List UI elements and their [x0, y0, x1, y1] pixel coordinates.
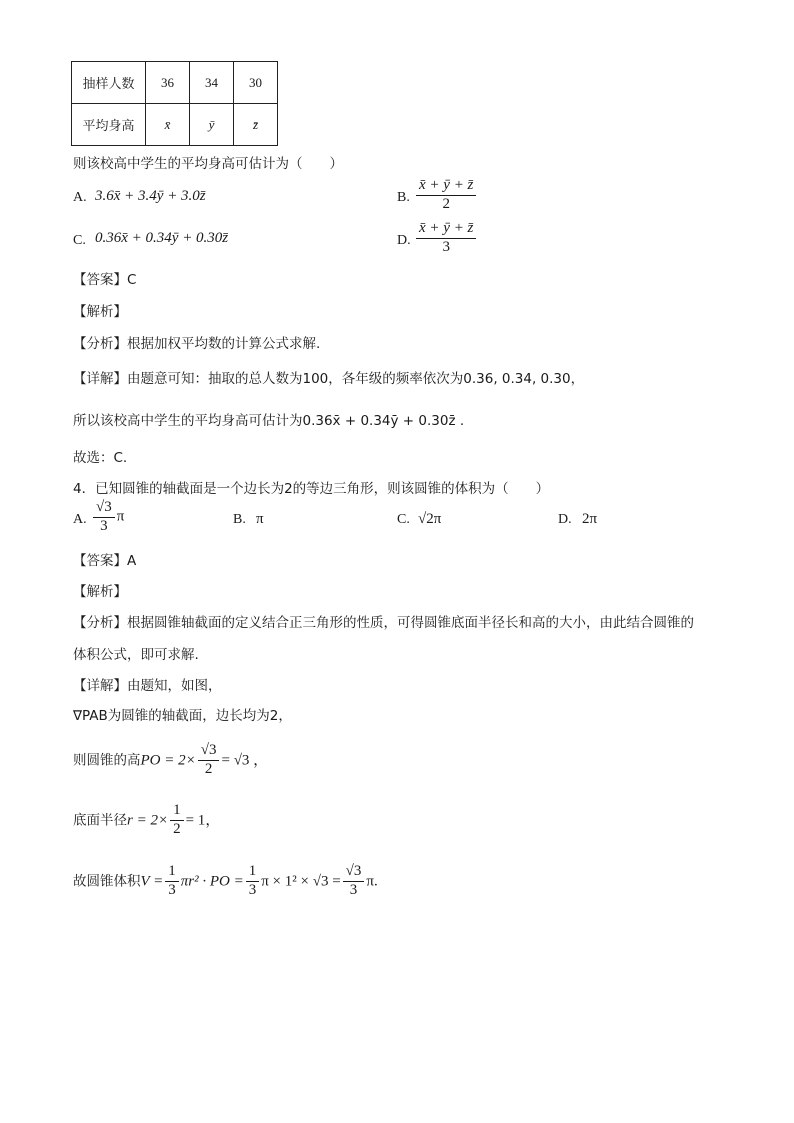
fraction-numerator: √3 — [198, 743, 220, 761]
formula-run: πr² · PO = — [180, 873, 244, 890]
q4-detail-5 — [73, 864, 378, 899]
fraction-numerator: √3 — [93, 500, 115, 518]
q4-option-a-label: A. — [73, 512, 87, 527]
q3-option-a: 3.6x̄ + 3.4ȳ + 3.0z̄ — [95, 188, 206, 204]
q4-question: 4．已知圆锥的轴截面是一个边长为2的等边三角形，则该圆锥的体积为（ ） — [73, 481, 550, 497]
q4-detail-4 — [73, 803, 220, 838]
text-run: 故圆锥体积 — [73, 873, 141, 890]
q3-answer: 【答案】C — [73, 272, 137, 288]
fraction-numerator: √3 — [343, 864, 365, 882]
fraction-numerator: 1 — [165, 864, 179, 882]
fraction-denominator: 3 — [100, 517, 108, 534]
q4-option-b-label: B. — [233, 512, 246, 527]
formula-run: π. — [366, 873, 378, 890]
table-cell: 36 — [146, 62, 190, 104]
fraction-denominator: 3 — [168, 881, 176, 898]
formula-run: = 1， — [185, 812, 221, 829]
q3-fenxi: 【分析】根据加权平均数的计算公式求解. — [73, 336, 321, 352]
q3-option-d — [414, 221, 478, 256]
formula-run: = √3 ， — [221, 752, 269, 769]
table-cell: x̄ — [146, 104, 190, 146]
q3-detail-2: 所以该校高中学生的平均身高可估计为0.36x̄ + 0.34ȳ + 0.30z̄ . — [73, 413, 465, 429]
fraction-denominator: 2 — [173, 820, 181, 837]
q3-option-a-label: A. — [73, 190, 87, 205]
pi-symbol: π — [116, 508, 125, 525]
q4-fenxi-1: 【分析】根据圆锥轴截面的定义结合正三角形的性质，可得圆锥底面半径长和高的大小，由此结合圆锥的 — [73, 615, 694, 631]
fraction-numerator: 1 — [246, 864, 260, 882]
fraction-numerator: 1 — [170, 803, 184, 821]
fraction-denominator: 2 — [442, 195, 450, 212]
q4-option-a — [91, 500, 124, 535]
fraction-denominator: 3 — [442, 238, 450, 255]
q3-detail-3: 故选：C. — [73, 450, 128, 466]
table-cell: 34 — [190, 62, 234, 104]
table-row — [72, 104, 278, 146]
q4-detail-1: 【详解】由题知，如图， — [73, 678, 222, 694]
row-header: 平均身高 — [72, 104, 146, 146]
q3-option-c-label: C. — [73, 233, 86, 248]
fraction-denominator: 3 — [248, 881, 257, 898]
formula-run: r = 2× — [127, 812, 169, 829]
fraction-numerator: x̄ + ȳ + z̄ — [416, 221, 476, 239]
q4-detail-2: ∇PAB为圆锥的轴截面，边长均为2， — [73, 708, 292, 724]
formula-run: PO = 2× — [140, 752, 196, 769]
row-header: 抽样人数 — [72, 62, 146, 104]
q4-option-c: √2π — [418, 511, 442, 527]
q3-analysis-head: 【解析】 — [73, 304, 127, 320]
q4-fenxi-2: 体积公式，即可求解. — [73, 647, 199, 663]
fraction-denominator: 2 — [204, 760, 213, 777]
text-run: 底面半径 — [73, 812, 127, 829]
table-cell: ȳ — [190, 104, 234, 146]
table-row — [72, 62, 278, 104]
fraction-denominator: 3 — [349, 881, 358, 898]
q4-option-d: 2π — [582, 511, 598, 527]
table-cell: 30 — [234, 62, 278, 104]
fraction-numerator: x̄ + ȳ + z̄ — [416, 178, 476, 196]
formula-run: V = — [140, 873, 164, 890]
q3-option-b — [414, 178, 478, 213]
q3-option-d-label: D. — [397, 233, 411, 248]
formula-run: π × 1² × √3 = — [261, 873, 341, 890]
text-run: 则圆锥的高 — [73, 752, 141, 769]
q4-analysis-head: 【解析】 — [73, 584, 127, 600]
q4-answer: 【答案】A — [73, 553, 137, 569]
table-cell: z̄ — [234, 104, 278, 146]
q3-detail-1: 【详解】由题意可知：抽取的总人数为100，各年级的频率依次为0.36, 0.34, 0.30， — [73, 371, 585, 387]
sample-table — [71, 61, 278, 146]
q4-option-b: π — [256, 511, 264, 527]
q4-option-c-label: C. — [397, 512, 410, 527]
q3-option-b-label: B. — [397, 190, 410, 205]
q3-question: 则该校高中学生的平均身高可估计为（ ） — [73, 156, 343, 172]
q4-option-d-label: D. — [558, 512, 572, 527]
q3-option-c: 0.36x̄ + 0.34ȳ + 0.30z̄ — [95, 230, 229, 246]
q4-detail-3 — [73, 743, 268, 778]
